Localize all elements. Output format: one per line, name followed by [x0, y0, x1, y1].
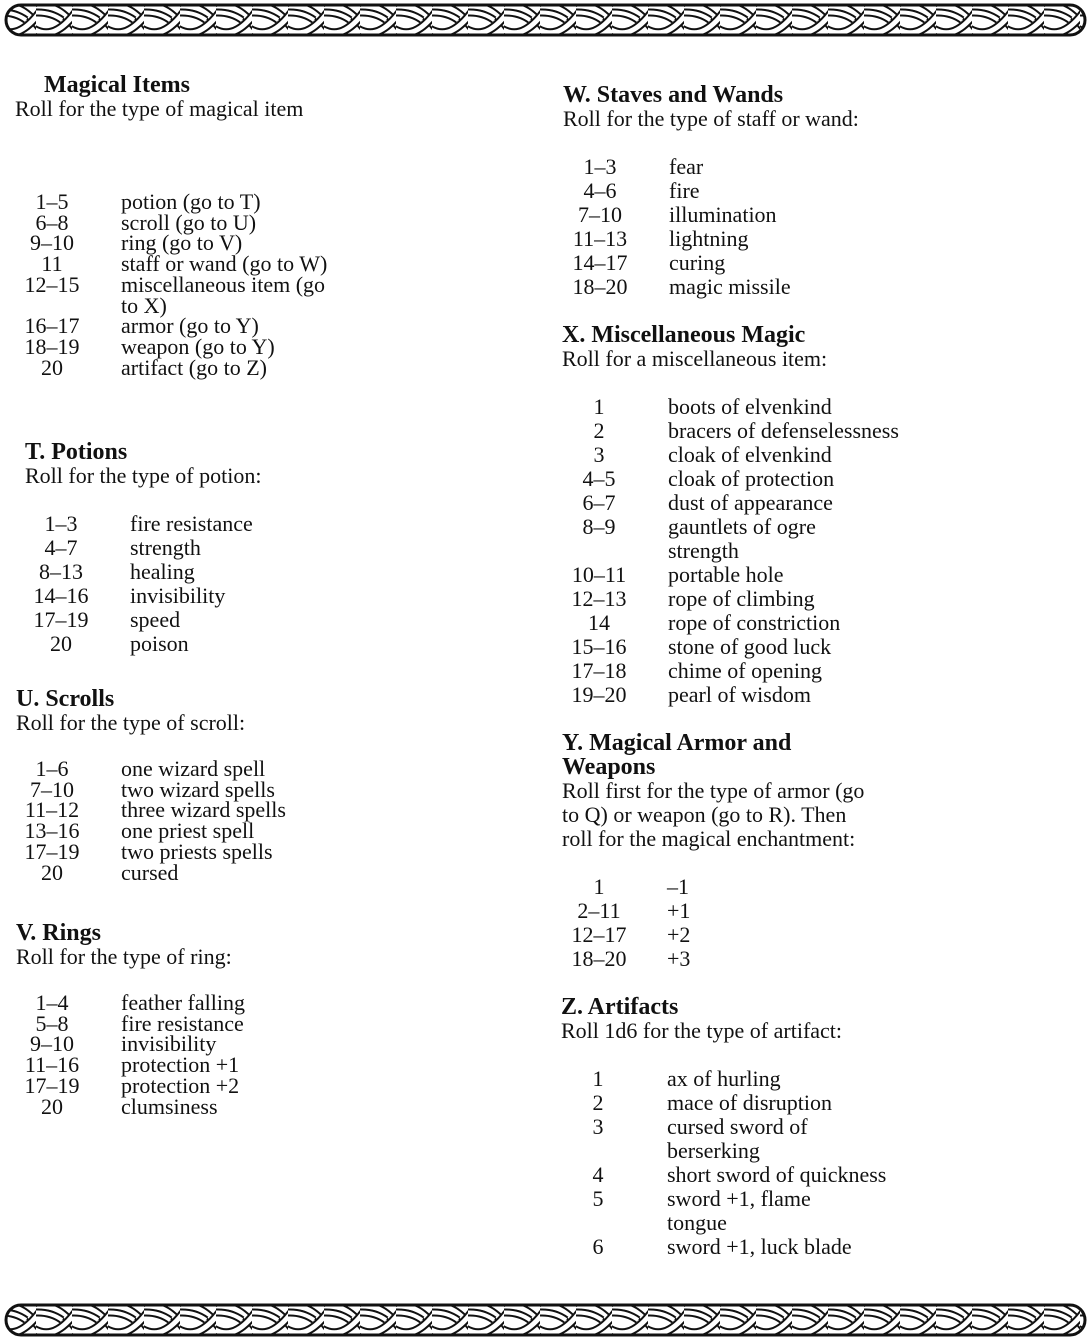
- roll-result: short sword of quickness: [667, 1162, 887, 1187]
- roll-result: sword +1, flame: [667, 1186, 811, 1211]
- celtic-braid-border-top: [0, 2, 1091, 38]
- roll-result: portable hole: [668, 562, 784, 587]
- roll-result: tongue: [667, 1210, 727, 1235]
- roll-range: 1: [593, 394, 605, 419]
- roll-range: 4–5: [582, 466, 616, 491]
- section-title: Magical Items: [44, 72, 190, 98]
- roll-range: 1: [592, 1066, 604, 1091]
- roll-result: potion (go to T): [121, 189, 261, 214]
- table-row: [562, 443, 982, 467]
- roll-range: 18–20: [571, 946, 627, 971]
- roll-range: 1–3: [44, 511, 78, 536]
- table-row: [16, 859, 396, 885]
- roll-result: staff or wand (go to W): [121, 251, 328, 277]
- table-row: [562, 395, 982, 419]
- roll-result: curing: [669, 250, 726, 275]
- table-row: [16, 838, 396, 864]
- roll-result: healing: [130, 559, 195, 584]
- roll-range: 6–7: [582, 490, 616, 515]
- section-title: X. Miscellaneous Magic: [562, 322, 806, 348]
- roll-result: artifact (go to Z): [121, 354, 267, 380]
- roll-range: [561, 1139, 635, 1163]
- section-misc-magic: [562, 323, 982, 707]
- table-row: [25, 536, 405, 560]
- roll-result: fire resistance: [130, 511, 253, 536]
- table-row: [563, 155, 963, 179]
- roll-result: invisibility: [130, 583, 226, 608]
- roll-range: 7–10: [30, 776, 74, 802]
- roll-result: to X): [121, 292, 167, 318]
- roll-result: two wizard spells: [121, 776, 275, 802]
- roll-range: 12–17: [571, 922, 627, 947]
- table-row: [562, 947, 962, 971]
- roll-result: fear: [669, 154, 704, 179]
- table-row: [561, 1187, 961, 1211]
- table-row: [562, 635, 982, 659]
- roll-range: 13–16: [24, 818, 80, 844]
- roll-range: 14–17: [572, 250, 628, 275]
- roll-result: fire: [669, 178, 700, 203]
- roll-range: 17–18: [571, 658, 627, 683]
- section-intro-line: to Q) or weapon (go to R). Then: [562, 802, 847, 827]
- roll-result: gauntlets of ogre: [668, 514, 816, 539]
- section-intro: Roll 1d6 for the type of artifact:: [561, 1018, 843, 1043]
- roll-result: invisibility: [121, 1031, 217, 1057]
- table-row: [25, 512, 405, 536]
- section-title-line: Weapons: [562, 754, 656, 780]
- roll-range: 2: [592, 1090, 604, 1115]
- table-row: [562, 467, 982, 491]
- section-title: U. Scrolls: [16, 686, 115, 712]
- roll-range: 11: [41, 251, 63, 277]
- roll-range: 20: [41, 1093, 63, 1119]
- roll-result: cursed sword of: [667, 1114, 808, 1139]
- section-potions: [25, 440, 405, 656]
- roll-result: one wizard spell: [121, 756, 266, 781]
- roll-result: weapon (go to Y): [121, 333, 275, 359]
- table-row: [562, 875, 962, 899]
- roll-range: 20: [41, 354, 63, 380]
- roll-result: strength: [668, 538, 739, 563]
- roll-result: three wizard spells: [121, 797, 286, 823]
- section-intro: Roll for the type of potion:: [25, 463, 262, 488]
- section-title: W. Staves and Wands: [563, 82, 784, 108]
- table-row: [561, 1139, 961, 1163]
- table-row: [15, 354, 395, 380]
- roll-result: scroll (go to U): [121, 209, 257, 235]
- table-row: [562, 659, 982, 683]
- roll-range: 2: [593, 418, 605, 443]
- roll-result: clumsiness: [121, 1093, 218, 1119]
- roll-result: magic missile: [669, 274, 791, 299]
- section-intro-line: Roll first for the type of armor (go: [562, 778, 865, 803]
- table-row: [561, 1235, 961, 1259]
- roll-result: lightning: [669, 226, 749, 251]
- roll-range: 4–6: [583, 178, 617, 203]
- roll-result: protection +1: [121, 1052, 240, 1078]
- table-row: [561, 1163, 961, 1187]
- table-row: [25, 632, 405, 656]
- roll-result: rope of climbing: [668, 586, 815, 611]
- roll-range: 4: [592, 1162, 604, 1187]
- table-row: [563, 179, 963, 203]
- roll-table: [25, 512, 405, 656]
- celtic-braid-border-bottom: [0, 1302, 1091, 1338]
- roll-range: 18–20: [572, 274, 628, 299]
- roll-range: 1–5: [35, 189, 69, 214]
- roll-result: dust of appearance: [668, 490, 833, 515]
- roll-result: strength: [130, 535, 201, 560]
- roll-range: 17–19: [24, 1072, 80, 1098]
- roll-range: [562, 539, 636, 563]
- table-row: [562, 587, 982, 611]
- roll-range: 7–10: [578, 202, 622, 227]
- roll-result: bracers of defenselessness: [668, 418, 899, 443]
- roll-result: chime of opening: [668, 658, 822, 683]
- roll-result: one priest spell: [121, 818, 255, 844]
- section-intro-line: roll for the magical enchantment:: [562, 826, 856, 851]
- roll-result: armor (go to Y): [121, 313, 259, 339]
- roll-result: protection +2: [121, 1072, 240, 1098]
- table-row: [562, 611, 982, 635]
- roll-range: 20: [41, 859, 63, 885]
- table-row: [563, 227, 963, 251]
- table-row: [25, 608, 405, 632]
- roll-range: [561, 1211, 635, 1235]
- roll-range: 14–16: [33, 583, 89, 608]
- roll-result: two priests spells: [121, 838, 273, 864]
- table-row: [562, 419, 982, 443]
- roll-range: 19–20: [571, 682, 627, 707]
- roll-range: 11–16: [24, 1052, 80, 1078]
- roll-result: rope of constriction: [668, 610, 841, 635]
- section-armor-weapons: [562, 731, 962, 971]
- roll-range: 1–3: [583, 154, 617, 179]
- roll-range: 17–19: [24, 838, 80, 864]
- roll-range: 18–19: [24, 333, 80, 359]
- table-row: [562, 683, 982, 707]
- roll-result: poison: [130, 631, 189, 656]
- roll-range: 8–9: [582, 514, 616, 539]
- section-intro: Roll for the type of magical item: [15, 96, 304, 121]
- roll-range: 6: [592, 1234, 604, 1259]
- roll-result: +2: [667, 922, 691, 947]
- roll-table: [16, 990, 396, 1119]
- table-row: [561, 1115, 961, 1139]
- table-row: [562, 923, 962, 947]
- roll-result: boots of elvenkind: [668, 394, 832, 419]
- roll-range: 1–4: [35, 990, 69, 1015]
- roll-range: 6–8: [35, 209, 69, 235]
- roll-range: 10–11: [571, 562, 627, 587]
- table-row: [562, 491, 982, 515]
- table-row: [562, 539, 982, 563]
- roll-range: 12–15: [24, 271, 80, 297]
- roll-range: 8–13: [39, 559, 83, 584]
- table-row: [563, 203, 963, 227]
- section-intro: Roll for the type of ring:: [16, 944, 232, 969]
- table-row: [561, 1211, 961, 1235]
- roll-result: +3: [667, 946, 691, 971]
- section-title: T. Potions: [25, 439, 128, 465]
- roll-result: cursed: [121, 859, 179, 885]
- roll-range: 11–13: [572, 226, 628, 251]
- roll-range: 3: [592, 1114, 604, 1139]
- roll-range: 20: [50, 631, 72, 656]
- section-intro: Roll for the type of staff or wand:: [563, 106, 859, 131]
- roll-result: illumination: [669, 202, 777, 227]
- roll-range: 1–6: [35, 756, 69, 781]
- roll-result: –1: [667, 874, 689, 899]
- roll-result: miscellaneous item (go: [121, 271, 326, 297]
- section-magical-items: [15, 73, 395, 378]
- section-rings: [16, 921, 396, 1117]
- section-intro: Roll for a miscellaneous item:: [562, 346, 828, 371]
- roll-result: cloak of elvenkind: [668, 442, 832, 467]
- section-title-line: Y. Magical Armor and: [562, 730, 792, 756]
- roll-table: [16, 756, 396, 885]
- roll-range: 9–10: [30, 230, 74, 256]
- roll-range: 17–19: [33, 607, 89, 632]
- roll-result: ax of hurling: [667, 1066, 781, 1091]
- roll-range: 4–7: [44, 535, 78, 560]
- roll-range: 2–11: [577, 898, 621, 923]
- section-title: Z. Artifacts: [561, 994, 679, 1020]
- roll-range: 1: [593, 874, 605, 899]
- section-intro: Roll for the type of scroll:: [16, 710, 246, 735]
- section-scrolls: [16, 687, 396, 883]
- roll-range: 5: [592, 1186, 604, 1211]
- roll-result: +1: [667, 898, 691, 923]
- roll-range: 5–8: [35, 1010, 69, 1036]
- table-row: [563, 275, 963, 299]
- roll-range: 12–13: [571, 586, 627, 611]
- roll-table: [15, 189, 395, 380]
- table-row: [25, 560, 405, 584]
- roll-result: speed: [130, 607, 181, 632]
- table-row: [562, 899, 962, 923]
- roll-range: 14: [588, 610, 610, 635]
- section-artifacts: [561, 995, 961, 1259]
- section-title: V. Rings: [16, 920, 101, 946]
- table-row: [562, 515, 982, 539]
- table-row: [16, 1093, 396, 1119]
- roll-range: 15–16: [571, 634, 627, 659]
- table-row: [562, 563, 982, 587]
- table-row: [563, 251, 963, 275]
- table-row: [561, 1067, 961, 1091]
- roll-table: [562, 875, 962, 971]
- roll-result: pearl of wisdom: [668, 682, 811, 707]
- roll-range: 11–12: [24, 797, 80, 823]
- roll-table: [562, 395, 982, 707]
- section-staves-wands: [563, 83, 963, 299]
- roll-range: 9–10: [30, 1031, 74, 1057]
- roll-table: [561, 1067, 961, 1259]
- roll-result: ring (go to V): [121, 230, 243, 256]
- roll-result: mace of disruption: [667, 1090, 832, 1115]
- roll-result: feather falling: [121, 990, 245, 1015]
- roll-range: 3: [593, 442, 605, 467]
- roll-result: cloak of protection: [668, 466, 835, 491]
- roll-result: sword +1, luck blade: [667, 1234, 852, 1259]
- roll-table: [563, 155, 963, 299]
- roll-range: 16–17: [24, 313, 80, 339]
- table-row: [561, 1091, 961, 1115]
- table-row: [15, 271, 395, 297]
- roll-result: fire resistance: [121, 1010, 244, 1036]
- roll-result: stone of good luck: [668, 634, 832, 659]
- roll-result: berserking: [667, 1138, 760, 1163]
- table-row: [25, 584, 405, 608]
